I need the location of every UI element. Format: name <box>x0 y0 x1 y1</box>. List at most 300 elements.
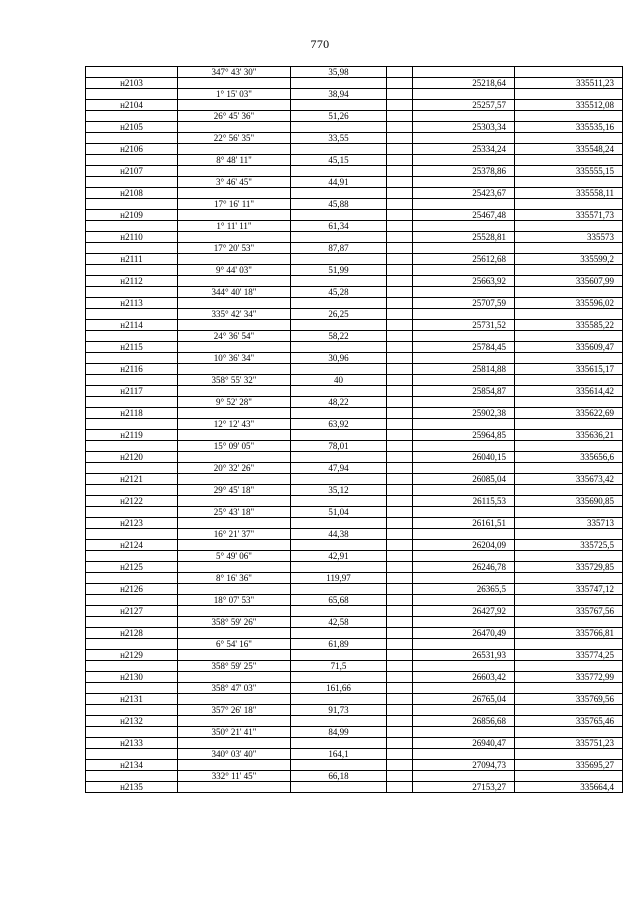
distance-cell: 45,15 <box>291 155 387 166</box>
gap-cell <box>387 705 413 716</box>
x-coordinate-cell: 25731,52 <box>413 320 515 331</box>
distance-cell: 44,91 <box>291 177 387 188</box>
bearing-cell <box>178 430 291 441</box>
point-label-cell <box>86 155 178 166</box>
bearing-cell <box>178 298 291 309</box>
distance-cell: 48,22 <box>291 397 387 408</box>
segment-row <box>86 221 623 232</box>
segment-row <box>86 243 623 254</box>
y-coordinate-cell: 335725,5 <box>515 540 623 551</box>
x-coordinate-cell: 25303,34 <box>413 122 515 133</box>
gap-cell <box>387 331 413 342</box>
segment-row <box>86 771 623 782</box>
x-coordinate-cell <box>413 683 515 694</box>
point-row <box>86 408 623 419</box>
point-row <box>86 78 623 89</box>
distance-cell <box>291 276 387 287</box>
y-coordinate-cell: 335609,47 <box>515 342 623 353</box>
x-coordinate-cell <box>413 199 515 210</box>
segment-row <box>86 67 623 78</box>
gap-cell <box>387 287 413 298</box>
distance-cell: 78,01 <box>291 441 387 452</box>
x-coordinate-cell: 26531,93 <box>413 650 515 661</box>
point-label-cell <box>86 551 178 562</box>
bearing-cell: 8° 16' 36" <box>178 573 291 584</box>
x-coordinate-cell: 25467,48 <box>413 210 515 221</box>
point-label-cell <box>86 397 178 408</box>
bearing-cell: 358° 59' 25" <box>178 661 291 672</box>
distance-cell: 51,04 <box>291 507 387 518</box>
x-coordinate-cell: 26603,42 <box>413 672 515 683</box>
segment-row <box>86 441 623 452</box>
gap-cell <box>387 397 413 408</box>
y-coordinate-cell: 335548,24 <box>515 144 623 155</box>
bearing-cell: 12° 12' 43" <box>178 419 291 430</box>
y-coordinate-cell: 335585,22 <box>515 320 623 331</box>
gap-cell <box>387 727 413 738</box>
segment-row <box>86 727 623 738</box>
gap-cell <box>387 628 413 639</box>
y-coordinate-cell <box>515 67 623 78</box>
y-coordinate-cell <box>515 397 623 408</box>
segment-row <box>86 89 623 100</box>
distance-cell <box>291 100 387 111</box>
y-coordinate-cell <box>515 287 623 298</box>
distance-cell: 61,89 <box>291 639 387 650</box>
x-coordinate-cell: 25612,68 <box>413 254 515 265</box>
distance-cell <box>291 254 387 265</box>
distance-cell <box>291 166 387 177</box>
bearing-cell <box>178 782 291 793</box>
x-coordinate-cell: 26161,51 <box>413 518 515 529</box>
point-label-cell <box>86 727 178 738</box>
distance-cell <box>291 452 387 463</box>
point-row <box>86 188 623 199</box>
bearing-cell: 17° 20' 53" <box>178 243 291 254</box>
point-label-cell: н2103 <box>86 78 178 89</box>
segment-row <box>86 507 623 518</box>
point-label-cell <box>86 507 178 518</box>
segment-row <box>86 199 623 210</box>
segment-row <box>86 749 623 760</box>
bearing-cell <box>178 144 291 155</box>
point-row <box>86 100 623 111</box>
y-coordinate-cell: 335690,85 <box>515 496 623 507</box>
x-coordinate-cell <box>413 89 515 100</box>
point-label-cell <box>86 133 178 144</box>
bearing-cell <box>178 232 291 243</box>
point-label-cell <box>86 661 178 672</box>
distance-cell: 45,28 <box>291 287 387 298</box>
bearing-cell <box>178 716 291 727</box>
point-row <box>86 496 623 507</box>
bearing-cell: 26° 45' 36" <box>178 111 291 122</box>
x-coordinate-cell <box>413 353 515 364</box>
bearing-cell: 347° 43' 30" <box>178 67 291 78</box>
gap-cell <box>387 760 413 771</box>
x-coordinate-cell: 26246,78 <box>413 562 515 573</box>
distance-cell: 51,99 <box>291 265 387 276</box>
gap-cell <box>387 441 413 452</box>
gap-cell <box>387 122 413 133</box>
point-label-cell: н2109 <box>86 210 178 221</box>
gap-cell <box>387 298 413 309</box>
point-label-cell: н2110 <box>86 232 178 243</box>
distance-cell: 38,94 <box>291 89 387 100</box>
gap-cell <box>387 243 413 254</box>
point-label-cell <box>86 243 178 254</box>
gap-cell <box>387 199 413 210</box>
point-label-cell <box>86 573 178 584</box>
y-coordinate-cell <box>515 683 623 694</box>
bearing-cell: 357° 26' 18" <box>178 705 291 716</box>
distance-cell <box>291 364 387 375</box>
point-label-cell <box>86 331 178 342</box>
bearing-cell <box>178 210 291 221</box>
point-row <box>86 122 623 133</box>
distance-cell: 84,99 <box>291 727 387 738</box>
x-coordinate-cell <box>413 705 515 716</box>
gap-cell <box>387 661 413 672</box>
x-coordinate-cell: 26427,92 <box>413 606 515 617</box>
gap-cell <box>387 144 413 155</box>
gap-cell <box>387 375 413 386</box>
bearing-cell: 358° 47' 03" <box>178 683 291 694</box>
distance-cell: 66,18 <box>291 771 387 782</box>
gap-cell <box>387 639 413 650</box>
point-label-cell <box>86 683 178 694</box>
point-row <box>86 628 623 639</box>
gap-cell <box>387 111 413 122</box>
x-coordinate-cell: 25378,86 <box>413 166 515 177</box>
distance-cell <box>291 232 387 243</box>
segment-row <box>86 265 623 276</box>
point-row <box>86 386 623 397</box>
gap-cell <box>387 353 413 364</box>
y-coordinate-cell: 335535,16 <box>515 122 623 133</box>
point-row <box>86 342 623 353</box>
page-number: 770 <box>310 37 330 51</box>
y-coordinate-cell: 335766,81 <box>515 628 623 639</box>
point-label-cell: н2130 <box>86 672 178 683</box>
distance-cell <box>291 628 387 639</box>
distance-cell <box>291 78 387 89</box>
y-coordinate-cell: 335767,56 <box>515 606 623 617</box>
point-label-cell: н2114 <box>86 320 178 331</box>
y-coordinate-cell: 335512,08 <box>515 100 623 111</box>
x-coordinate-cell <box>413 221 515 232</box>
point-row <box>86 584 623 595</box>
x-coordinate-cell <box>413 133 515 144</box>
gap-cell <box>387 562 413 573</box>
point-label-cell <box>86 419 178 430</box>
y-coordinate-cell: 335573 <box>515 232 623 243</box>
y-coordinate-cell: 335656,6 <box>515 452 623 463</box>
bearing-cell: 6° 54' 16" <box>178 639 291 650</box>
bearing-cell: 20° 32' 26" <box>178 463 291 474</box>
segment-row <box>86 177 623 188</box>
x-coordinate-cell: 25784,45 <box>413 342 515 353</box>
x-coordinate-cell <box>413 111 515 122</box>
gap-cell <box>387 67 413 78</box>
gap-cell <box>387 320 413 331</box>
point-label-cell <box>86 221 178 232</box>
x-coordinate-cell <box>413 617 515 628</box>
gap-cell <box>387 496 413 507</box>
x-coordinate-cell: 25902,38 <box>413 408 515 419</box>
point-label-cell <box>86 749 178 760</box>
y-coordinate-cell: 335511,23 <box>515 78 623 89</box>
gap-cell <box>387 430 413 441</box>
point-label-cell <box>86 771 178 782</box>
x-coordinate-cell: 25423,67 <box>413 188 515 199</box>
bearing-cell <box>178 540 291 551</box>
y-coordinate-cell: 335774,25 <box>515 650 623 661</box>
distance-cell <box>291 694 387 705</box>
point-row <box>86 210 623 221</box>
gap-cell <box>387 540 413 551</box>
segment-row <box>86 617 623 628</box>
point-label-cell <box>86 375 178 386</box>
y-coordinate-cell: 335615,17 <box>515 364 623 375</box>
point-label-cell <box>86 617 178 628</box>
distance-cell <box>291 672 387 683</box>
point-row <box>86 320 623 331</box>
x-coordinate-cell: 25854,87 <box>413 386 515 397</box>
y-coordinate-cell: 335769,56 <box>515 694 623 705</box>
gap-cell <box>387 221 413 232</box>
x-coordinate-cell <box>413 309 515 320</box>
x-coordinate-cell: 26085,04 <box>413 474 515 485</box>
y-coordinate-cell <box>515 441 623 452</box>
gap-cell <box>387 254 413 265</box>
y-coordinate-cell <box>515 749 623 760</box>
point-label-cell: н2133 <box>86 738 178 749</box>
gap-cell <box>387 650 413 661</box>
x-coordinate-cell: 26365,5 <box>413 584 515 595</box>
x-coordinate-cell <box>413 661 515 672</box>
bearing-cell: 332° 11' 45" <box>178 771 291 782</box>
y-coordinate-cell <box>515 529 623 540</box>
point-label-cell: н2113 <box>86 298 178 309</box>
gap-cell <box>387 716 413 727</box>
distance-cell: 87,87 <box>291 243 387 254</box>
bearing-cell <box>178 452 291 463</box>
point-label-cell: н2128 <box>86 628 178 639</box>
distance-cell: 164,1 <box>291 749 387 760</box>
gap-cell <box>387 507 413 518</box>
y-coordinate-cell <box>515 639 623 650</box>
bearing-cell: 5° 49' 06" <box>178 551 291 562</box>
bearing-cell: 9° 52' 28" <box>178 397 291 408</box>
gap-cell <box>387 573 413 584</box>
segment-row <box>86 661 623 672</box>
y-coordinate-cell <box>515 485 623 496</box>
bearing-cell <box>178 364 291 375</box>
y-coordinate-cell: 335765,46 <box>515 716 623 727</box>
y-coordinate-cell <box>515 89 623 100</box>
point-row <box>86 144 623 155</box>
bearing-cell: 17° 16' 11" <box>178 199 291 210</box>
x-coordinate-cell: 25218,64 <box>413 78 515 89</box>
point-label-cell: н2118 <box>86 408 178 419</box>
bearing-cell <box>178 100 291 111</box>
bearing-cell: 358° 55' 32" <box>178 375 291 386</box>
bearing-cell: 29° 45' 18" <box>178 485 291 496</box>
segment-row <box>86 595 623 606</box>
gap-cell <box>387 210 413 221</box>
bearing-cell: 1° 11' 11" <box>178 221 291 232</box>
point-label-cell <box>86 595 178 606</box>
distance-cell: 91,73 <box>291 705 387 716</box>
bearing-cell <box>178 672 291 683</box>
point-row <box>86 540 623 551</box>
point-label-cell <box>86 111 178 122</box>
x-coordinate-cell <box>413 507 515 518</box>
y-coordinate-cell: 335607,99 <box>515 276 623 287</box>
gap-cell <box>387 529 413 540</box>
bearing-cell <box>178 408 291 419</box>
bearing-cell <box>178 562 291 573</box>
gap-cell <box>387 342 413 353</box>
x-coordinate-cell: 26115,53 <box>413 496 515 507</box>
segment-row <box>86 111 623 122</box>
y-coordinate-cell <box>515 177 623 188</box>
segment-row <box>86 485 623 496</box>
x-coordinate-cell: 25814,88 <box>413 364 515 375</box>
distance-cell <box>291 474 387 485</box>
distance-cell <box>291 584 387 595</box>
bearing-cell <box>178 650 291 661</box>
distance-cell <box>291 298 387 309</box>
point-label-cell <box>86 67 178 78</box>
distance-cell: 33,55 <box>291 133 387 144</box>
coordinates-table-body <box>86 67 623 793</box>
gap-cell <box>387 419 413 430</box>
x-coordinate-cell: 26204,09 <box>413 540 515 551</box>
bearing-cell: 24° 36' 54" <box>178 331 291 342</box>
y-coordinate-cell <box>515 705 623 716</box>
point-label-cell <box>86 177 178 188</box>
x-coordinate-cell: 25334,24 <box>413 144 515 155</box>
point-row <box>86 276 623 287</box>
point-label-cell: н2117 <box>86 386 178 397</box>
x-coordinate-cell: 27153,27 <box>413 782 515 793</box>
bearing-cell <box>178 760 291 771</box>
bearing-cell: 340° 03' 40" <box>178 749 291 760</box>
bearing-cell: 344° 40' 18" <box>178 287 291 298</box>
point-row <box>86 716 623 727</box>
distance-cell <box>291 782 387 793</box>
point-label-cell: н2122 <box>86 496 178 507</box>
y-coordinate-cell <box>515 551 623 562</box>
bearing-cell: 1° 15' 03" <box>178 89 291 100</box>
bearing-cell <box>178 78 291 89</box>
point-label-cell: н2135 <box>86 782 178 793</box>
point-label-cell <box>86 639 178 650</box>
distance-cell <box>291 606 387 617</box>
y-coordinate-cell <box>515 133 623 144</box>
distance-cell <box>291 540 387 551</box>
y-coordinate-cell <box>515 221 623 232</box>
point-label-cell: н2121 <box>86 474 178 485</box>
distance-cell: 47,94 <box>291 463 387 474</box>
bearing-cell <box>178 188 291 199</box>
gap-cell <box>387 551 413 562</box>
distance-cell: 45,88 <box>291 199 387 210</box>
segment-row <box>86 529 623 540</box>
y-coordinate-cell: 335772,99 <box>515 672 623 683</box>
y-coordinate-cell: 335599,2 <box>515 254 623 265</box>
point-row <box>86 738 623 749</box>
x-coordinate-cell: 25707,59 <box>413 298 515 309</box>
distance-cell <box>291 408 387 419</box>
gap-cell <box>387 309 413 320</box>
point-label-cell: н2134 <box>86 760 178 771</box>
point-label-cell: н2111 <box>86 254 178 265</box>
point-row <box>86 562 623 573</box>
segment-row <box>86 639 623 650</box>
bearing-cell: 10° 36' 34" <box>178 353 291 364</box>
point-row <box>86 166 623 177</box>
segment-row <box>86 683 623 694</box>
bearing-cell <box>178 518 291 529</box>
point-label-cell <box>86 485 178 496</box>
gap-cell <box>387 188 413 199</box>
point-label-cell <box>86 463 178 474</box>
gap-cell <box>387 672 413 683</box>
gap-cell <box>387 89 413 100</box>
point-row <box>86 672 623 683</box>
distance-cell <box>291 188 387 199</box>
distance-cell <box>291 342 387 353</box>
y-coordinate-cell: 335636,21 <box>515 430 623 441</box>
point-row <box>86 760 623 771</box>
y-coordinate-cell <box>515 353 623 364</box>
point-label-cell <box>86 199 178 210</box>
distance-cell: 65,68 <box>291 595 387 606</box>
x-coordinate-cell <box>413 573 515 584</box>
distance-cell: 40 <box>291 375 387 386</box>
y-coordinate-cell <box>515 507 623 518</box>
point-label-cell <box>86 265 178 276</box>
distance-cell: 30,96 <box>291 353 387 364</box>
x-coordinate-cell <box>413 397 515 408</box>
bearing-cell: 25° 43' 18" <box>178 507 291 518</box>
segment-row <box>86 705 623 716</box>
point-row <box>86 232 623 243</box>
x-coordinate-cell: 26470,49 <box>413 628 515 639</box>
x-coordinate-cell <box>413 265 515 276</box>
y-coordinate-cell <box>515 573 623 584</box>
y-coordinate-cell: 335695,27 <box>515 760 623 771</box>
y-coordinate-cell: 335558,11 <box>515 188 623 199</box>
point-label-cell: н2126 <box>86 584 178 595</box>
point-label-cell <box>86 353 178 364</box>
distance-cell <box>291 650 387 661</box>
gap-cell <box>387 738 413 749</box>
y-coordinate-cell: 335555,15 <box>515 166 623 177</box>
gap-cell <box>387 276 413 287</box>
x-coordinate-cell <box>413 441 515 452</box>
distance-cell: 26,25 <box>291 309 387 320</box>
gap-cell <box>387 683 413 694</box>
y-coordinate-cell <box>515 661 623 672</box>
point-label-cell: н2115 <box>86 342 178 353</box>
point-row <box>86 298 623 309</box>
bearing-cell: 350° 21' 41" <box>178 727 291 738</box>
bearing-cell <box>178 386 291 397</box>
